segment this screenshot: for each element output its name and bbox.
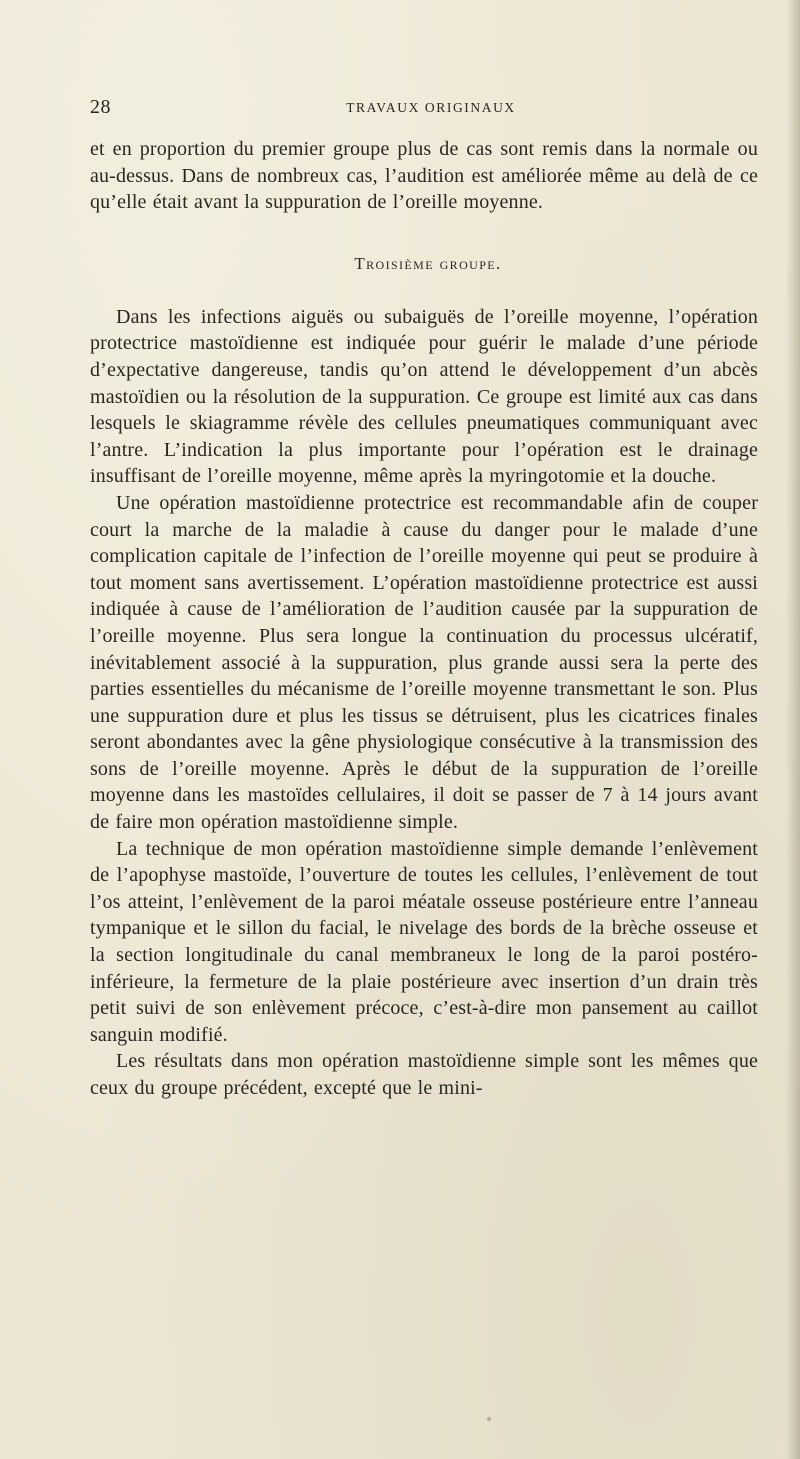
book-page [90,96,758,1102]
running-title: TRAVAUX ORIGINAUX [346,100,516,115]
body-paragraph: Dans les infections aiguës ou subaiguës de l’oreille moyenne, l’opération protectrice mastoïdienne est indiquée pour guérir le malade d’une période d’expectative dangereuse, tandis qu’on attend le développement d’un abcès mastoïdien ou la résolution de la suppuration. Ce groupe est limité aux cas dans lesquels le skiagramme révèle des cellules pneumatiques communiquant avec l’antre. L’indication la plus importante pour l’opération est le drainage insuffisant de l’oreille moyenne, même après la myringotomie et la douche. [90,305,758,488]
section-heading-text: Troisième groupe. [354,253,502,273]
opening-paragraph: et en proportion du premier groupe plus de cas sont remis dans la normale ou au-dessus. Dans de nombreux cas, l’audition est améliorée même au delà de ce qu’elle était avant la suppuration de l’oreille moyenne. [90,138,758,214]
paper-speck [487,1417,491,1421]
body-paragraph: Une opération mastoïdienne protectrice est recommandable afin de couper court la marche de la maladie à cause du danger pour le malade d’une complication capitale de l’infection de l’oreille moyenne qui peut se produire à tout moment sans avertissement. L’opération mastoïdienne protectrice est aussi indiquée à cause de l’amélioration de l’audition causée par la suppuration de l’oreille moyenne. Plus sera longue la continuation du processus ulcératif, inévitablement associé à la suppuration, plus grande aussi sera la perte des parties essentielles du mécanisme de l’oreille moyenne transmettant le son. Plus une suppuration dure et plus les tissus se détruisent, plus les cicatrices finales seront abondantes avec la gêne physiologique consécutive à la transmission des sons de l’oreille moyenne. Après le début de la suppuration de l’oreille moyenne dans les mastoïdes cellulaires, il doit se passer de 7 à 14 jours avant de faire mon opération mastoïdienne simple. [90,491,758,834]
running-header [90,96,758,122]
body-paragraph: La technique de mon opération mastoïdienne simple demande l’enlèvement de l’apophyse mastoïde, l’ouverture de toutes les cellules, l’enlèvement de tout l’os atteint, l’enlèvement de la paroi méatale osseuse postérieure entre l’anneau tympanique et le sillon du facial, le nivelage des bords de la brèche osseuse et la section longitudinale du canal membraneux le long de la paroi postéro-inférieure, la fermeture de la plaie postérieure avec insertion d’un drain très petit suivi de son enlèvement précoce, c’est-à-dire mon pansement au caillot sanguin modifié. [90,837,758,1046]
body-paragraph: Les résultats dans mon opération mastoïdienne simple sont les mêmes que ceux du groupe précédent, excepté que le mini- [90,1050,758,1099]
page-edge-shadow [786,0,800,1459]
page-number: 28 [90,96,111,118]
section-heading [90,254,758,274]
